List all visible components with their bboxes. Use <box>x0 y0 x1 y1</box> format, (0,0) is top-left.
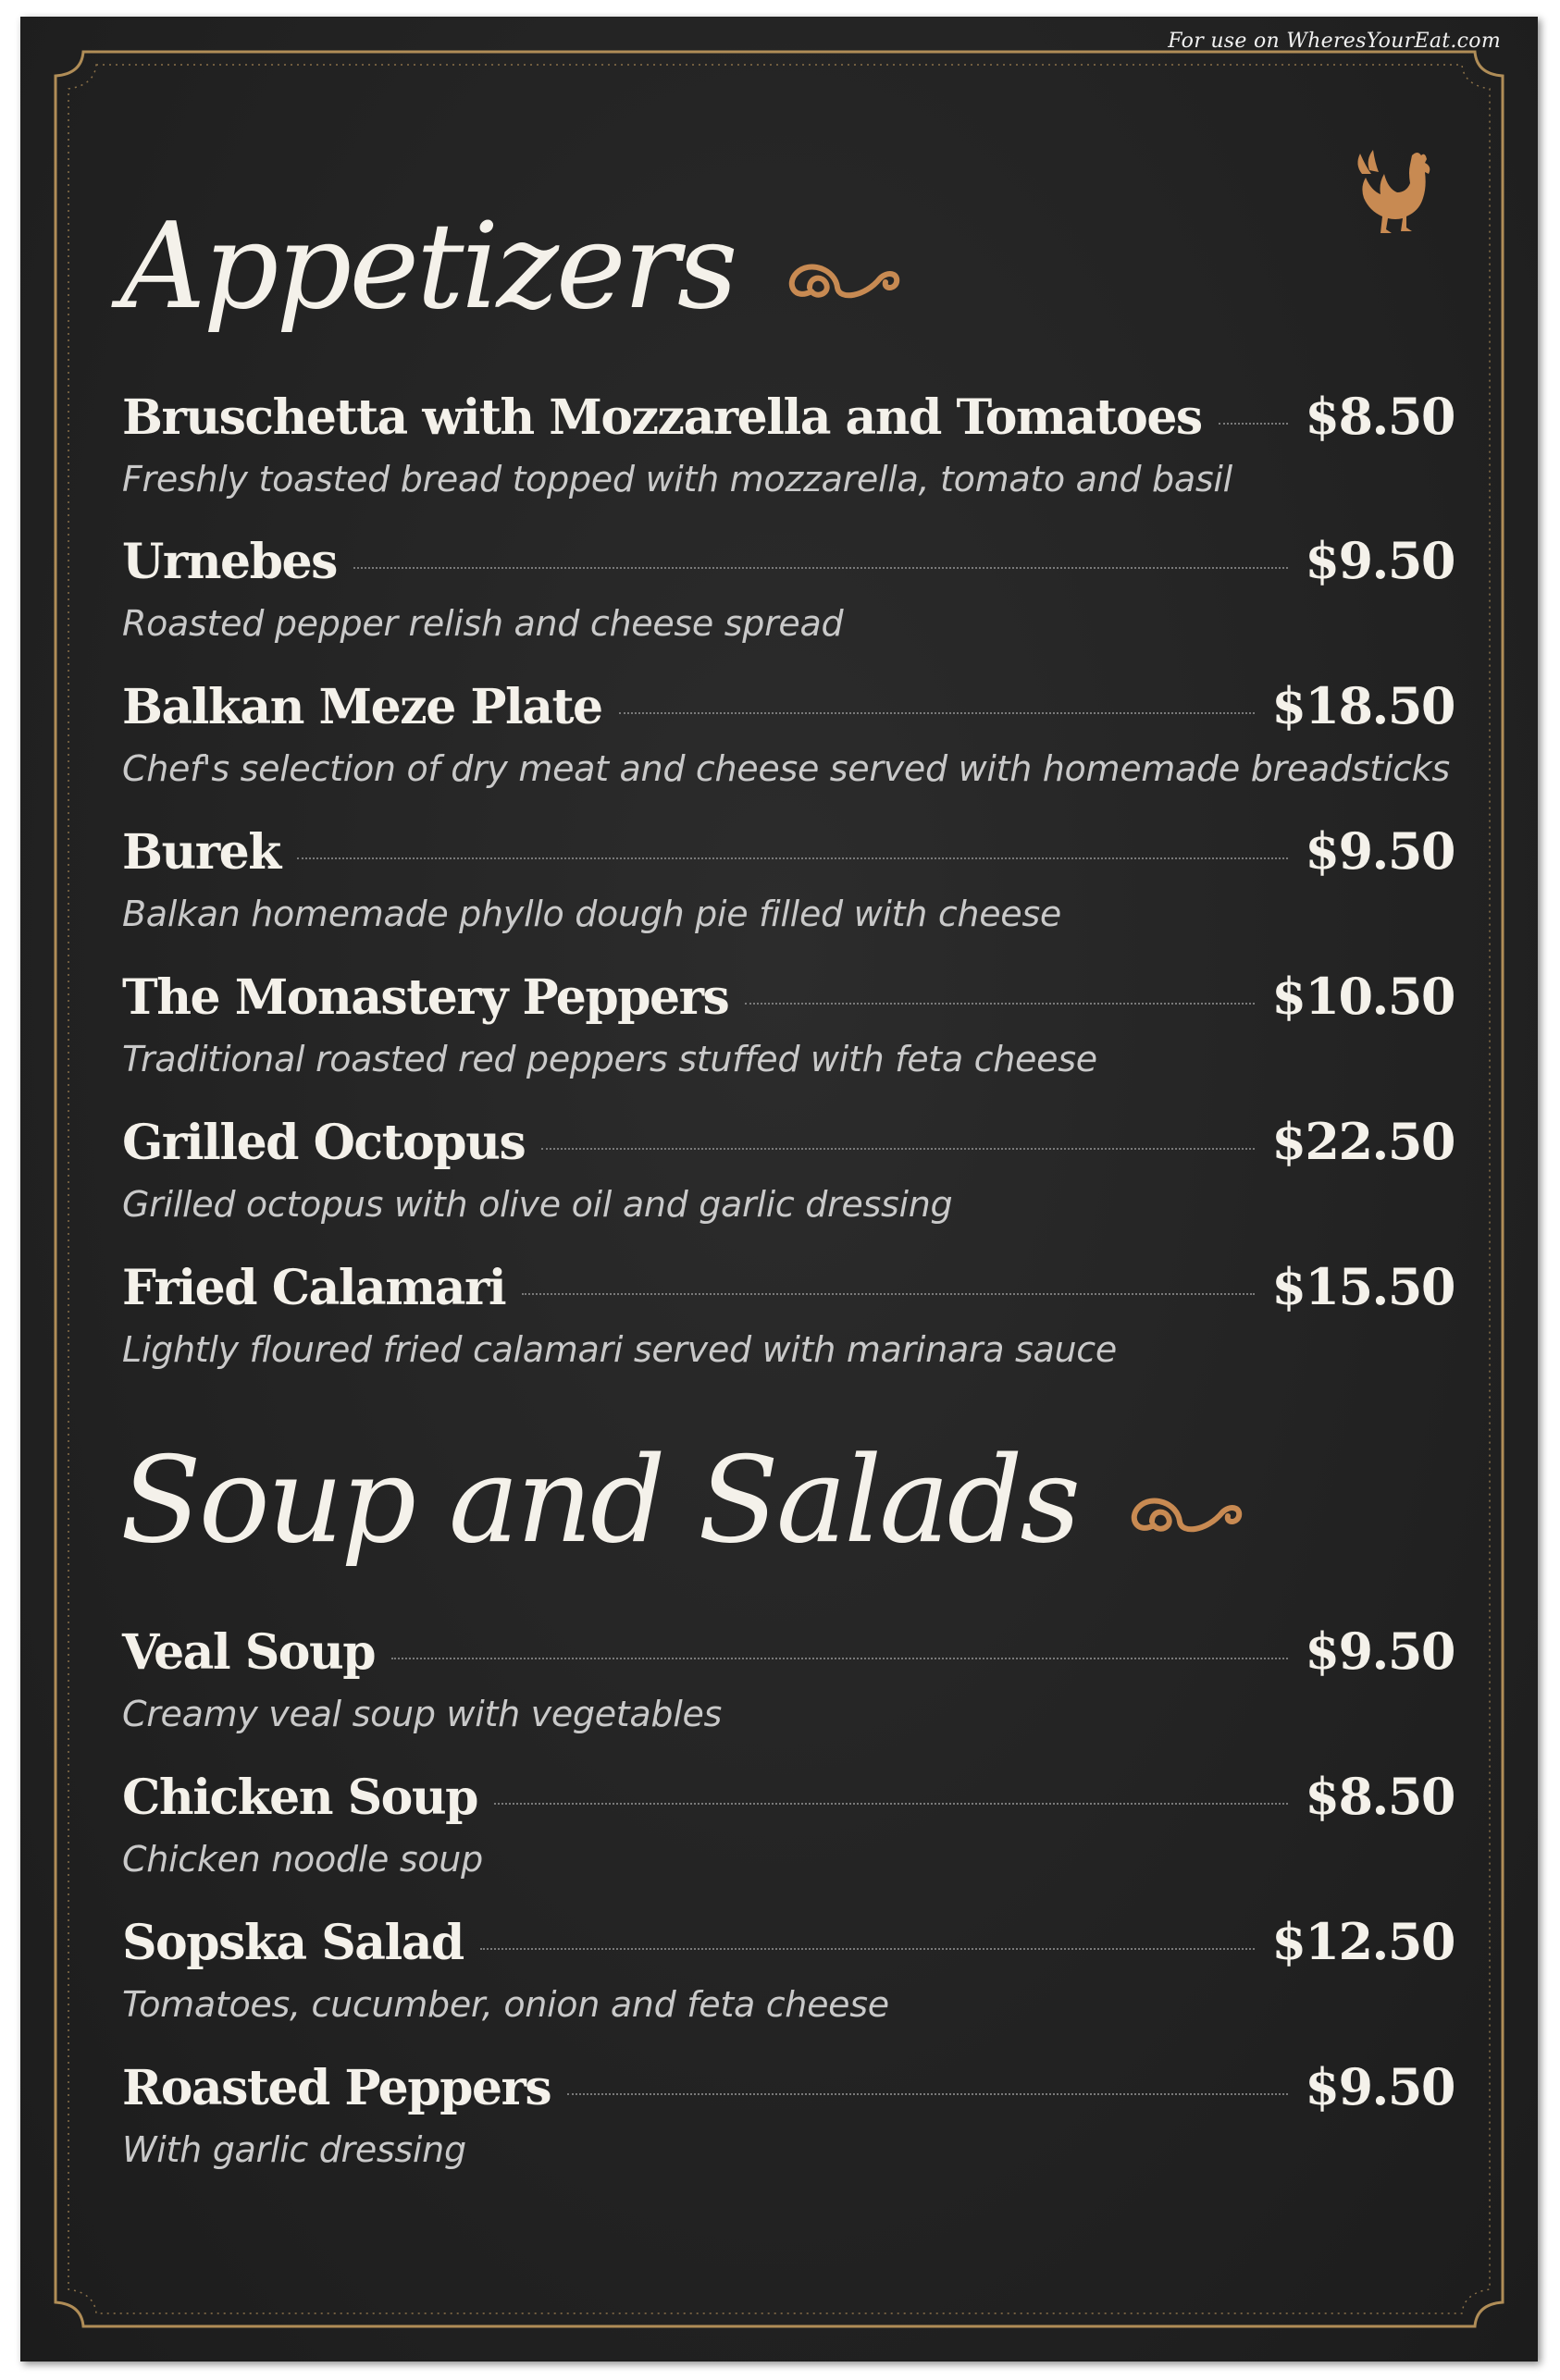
menu-item <box>122 1257 1455 1370</box>
leader-dots <box>1219 423 1289 425</box>
item-price: $9.50 <box>1305 1622 1455 1681</box>
menu-item <box>122 2057 1455 2170</box>
item-price: $10.50 <box>1271 967 1455 1026</box>
item-name: Veal Soup <box>122 1624 376 1681</box>
item-name: Chicken Soup <box>122 1770 478 1826</box>
item-name: The Monastery Peppers <box>122 969 729 1026</box>
leader-dots <box>391 1658 1288 1659</box>
item-price: $18.50 <box>1271 676 1455 735</box>
section-title-soup-and-salads <box>120 1432 1248 1570</box>
leader-dots <box>480 1948 1256 1950</box>
menu-item <box>122 1112 1455 1225</box>
item-description: Lightly floured fried calamari served with marinara sauce <box>122 1329 1117 1370</box>
item-description: Chef's selection of dry meat and cheese served with homemade breadsticks <box>122 748 1450 789</box>
item-name: Burek <box>122 824 280 881</box>
item-description: Tomatoes, cucumber, onion and feta cheese <box>122 1984 889 2025</box>
leader-dots <box>522 1293 1255 1295</box>
item-description: Traditional roasted red peppers stuffed with feta cheese <box>122 1039 1097 1079</box>
swirl-icon <box>776 251 906 315</box>
item-description: With garlic dressing <box>122 2129 466 2170</box>
item-price: $8.50 <box>1305 387 1455 446</box>
menu-item <box>122 531 1455 644</box>
item-price: $12.50 <box>1271 1912 1455 1971</box>
menu-item <box>122 676 1455 789</box>
menu-item <box>122 1767 1455 1880</box>
item-name: Roasted Peppers <box>122 2060 551 2116</box>
item-name: Grilled Octopus <box>122 1115 526 1171</box>
item-price: $15.50 <box>1271 1257 1455 1316</box>
menu-item <box>122 967 1455 1079</box>
watermark: For use on WheresYourEat.com <box>1168 30 1501 53</box>
section-title-text: Soup and Salads <box>120 1432 1079 1570</box>
rooster-icon <box>1351 146 1453 248</box>
item-name: Sopska Salad <box>122 1915 464 1971</box>
item-name: Bruschetta with Mozzarella and Tomatoes <box>122 389 1202 446</box>
section-title-appetizers <box>120 198 906 336</box>
item-name: Balkan Meze Plate <box>122 679 602 735</box>
leader-dots <box>541 1148 1255 1150</box>
leader-dots <box>619 712 1256 714</box>
item-description: Creamy veal soup with vegetables <box>122 1694 723 1734</box>
item-price: $9.50 <box>1305 821 1455 881</box>
item-name: Fried Calamari <box>122 1260 506 1316</box>
item-price: $9.50 <box>1305 2057 1455 2116</box>
item-description: Freshly toasted bread topped with mozzarella, tomato and basil <box>122 459 1232 499</box>
item-description: Chicken noodle soup <box>122 1839 483 1880</box>
item-price: $22.50 <box>1271 1112 1455 1171</box>
item-price: $8.50 <box>1305 1767 1455 1826</box>
leader-dots <box>567 2093 1288 2095</box>
menu-page <box>20 17 1538 2362</box>
section-title-text: Appetizers <box>120 198 736 336</box>
leader-dots <box>297 857 1289 859</box>
item-description: Roasted pepper relish and cheese spread <box>122 603 844 644</box>
leader-dots <box>353 567 1289 569</box>
item-name: Urnebes <box>122 534 337 590</box>
menu-item <box>122 821 1455 934</box>
item-price: $9.50 <box>1305 531 1455 590</box>
item-description: Grilled octopus with olive oil and garlic dressing <box>122 1184 953 1225</box>
leader-dots <box>745 1003 1255 1005</box>
swirl-icon <box>1119 1485 1248 1549</box>
item-description: Balkan homemade phyllo dough pie filled with cheese <box>122 894 1061 934</box>
menu-item <box>122 387 1455 499</box>
leader-dots <box>494 1803 1288 1805</box>
menu-item <box>122 1912 1455 2025</box>
menu-item <box>122 1622 1455 1734</box>
